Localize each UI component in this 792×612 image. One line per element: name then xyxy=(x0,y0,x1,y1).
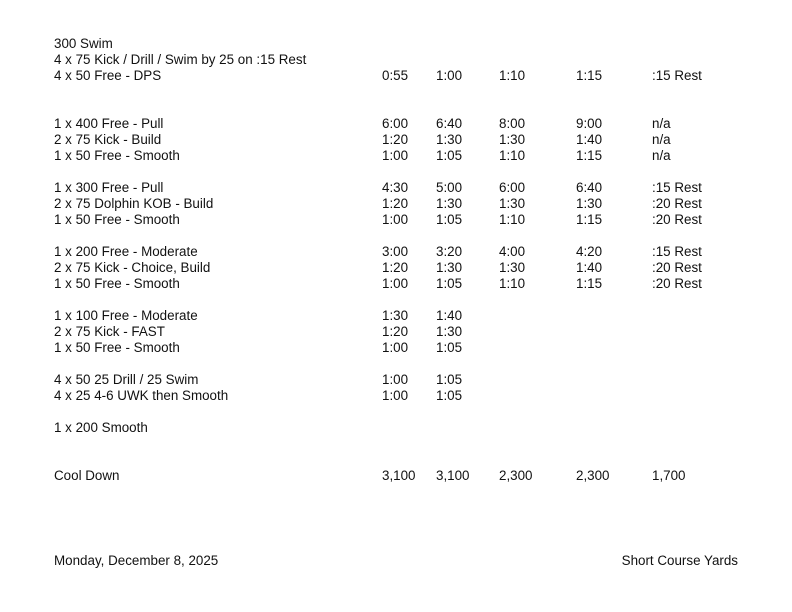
rest-note: :15 Rest xyxy=(652,68,702,83)
interval-lane-2: 1:05 xyxy=(436,388,463,403)
workout-row xyxy=(0,308,792,324)
workout-row xyxy=(0,372,792,388)
interval-lane-1: 4:30 xyxy=(382,180,409,195)
interval-lane-2: 1:30 xyxy=(436,324,463,339)
workout-row xyxy=(0,36,792,52)
rest-note: :15 Rest xyxy=(652,180,702,195)
interval-lane-3: 1:30 xyxy=(499,132,526,147)
workout-row xyxy=(0,276,792,292)
set-description: 4 x 75 Kick / Drill / Swim by 25 on :15 Rest xyxy=(54,52,307,67)
interval-lane-3: 1:30 xyxy=(499,196,526,211)
interval-lane-1: 1:20 xyxy=(382,260,409,275)
workout-row xyxy=(0,52,792,68)
workout-row xyxy=(0,180,792,196)
interval-lane-2: 1:05 xyxy=(436,148,463,163)
workout-row xyxy=(0,148,792,164)
set-description: 4 x 50 25 Drill / 25 Swim xyxy=(54,372,199,387)
total-yards-lane-5: 1,700 xyxy=(652,468,686,483)
interval-lane-3: 1:10 xyxy=(499,276,526,291)
rest-note: :20 Rest xyxy=(652,196,702,211)
workout-row xyxy=(0,196,792,212)
total-yards-lane-2: 3,100 xyxy=(436,468,470,483)
interval-lane-4: 1:15 xyxy=(576,68,603,83)
interval-lane-1: 1:30 xyxy=(382,308,409,323)
interval-lane-1: 1:20 xyxy=(382,196,409,211)
workout-row xyxy=(0,388,792,404)
interval-lane-1: 1:00 xyxy=(382,212,409,227)
workout-row xyxy=(0,324,792,340)
interval-lane-4: 6:40 xyxy=(576,180,603,195)
set-description: 300 Swim xyxy=(54,36,113,51)
workout-row xyxy=(0,68,792,84)
interval-lane-2: 6:40 xyxy=(436,116,463,131)
workout-row xyxy=(0,340,792,356)
interval-lane-3: 8:00 xyxy=(499,116,526,131)
interval-lane-2: 1:05 xyxy=(436,276,463,291)
rest-note: :20 Rest xyxy=(652,260,702,275)
interval-lane-3: 1:10 xyxy=(499,212,526,227)
interval-lane-2: 3:20 xyxy=(436,244,463,259)
interval-lane-2: 1:00 xyxy=(436,68,463,83)
workout-row xyxy=(0,116,792,132)
interval-lane-2: 1:30 xyxy=(436,132,463,147)
workout-row xyxy=(0,420,792,436)
total-yards-lane-4: 2,300 xyxy=(576,468,610,483)
interval-lane-3: 1:10 xyxy=(499,148,526,163)
interval-lane-1: 6:00 xyxy=(382,116,409,131)
set-description: 1 x 50 Free - Smooth xyxy=(54,276,180,291)
set-description: 1 x 100 Free - Moderate xyxy=(54,308,198,323)
set-description: 2 x 75 Kick - FAST xyxy=(54,324,165,339)
interval-lane-2: 1:30 xyxy=(436,196,463,211)
interval-lane-1: 1:20 xyxy=(382,324,409,339)
rest-note: :20 Rest xyxy=(652,276,702,291)
cool-down-label: Cool Down xyxy=(54,468,120,483)
interval-lane-4: 4:20 xyxy=(576,244,603,259)
course-type: Short Course Yards xyxy=(621,553,738,568)
interval-lane-2: 1:05 xyxy=(436,340,463,355)
interval-lane-3: 1:30 xyxy=(499,260,526,275)
workout-row xyxy=(0,260,792,276)
interval-lane-4: 1:15 xyxy=(576,212,603,227)
rest-note: :15 Rest xyxy=(652,244,702,259)
set-description: 1 x 50 Free - Smooth xyxy=(54,340,180,355)
interval-lane-1: 1:00 xyxy=(382,388,409,403)
interval-lane-3: 4:00 xyxy=(499,244,526,259)
interval-lane-1: 0:55 xyxy=(382,68,409,83)
set-description: 1 x 300 Free - Pull xyxy=(54,180,164,195)
interval-lane-2: 1:05 xyxy=(436,372,463,387)
rest-note: :20 Rest xyxy=(652,212,702,227)
interval-lane-1: 1:00 xyxy=(382,340,409,355)
interval-lane-3: 6:00 xyxy=(499,180,526,195)
set-description: 4 x 25 4-6 UWK then Smooth xyxy=(54,388,229,403)
set-description: 2 x 75 Kick - Choice, Build xyxy=(54,260,211,275)
interval-lane-2: 1:40 xyxy=(436,308,463,323)
set-description: 2 x 75 Dolphin KOB - Build xyxy=(54,196,214,211)
interval-lane-4: 1:40 xyxy=(576,260,603,275)
total-yards-lane-1: 3,100 xyxy=(382,468,416,483)
interval-lane-4: 1:15 xyxy=(576,148,603,163)
workout-date: Monday, December 8, 2025 xyxy=(54,553,219,568)
workout-row xyxy=(0,244,792,260)
set-description: 1 x 200 Free - Moderate xyxy=(54,244,198,259)
set-description: 1 x 50 Free - Smooth xyxy=(54,148,180,163)
interval-lane-4: 1:30 xyxy=(576,196,603,211)
interval-lane-4: 1:40 xyxy=(576,132,603,147)
interval-lane-2: 1:05 xyxy=(436,212,463,227)
interval-lane-2: 1:30 xyxy=(436,260,463,275)
interval-lane-1: 1:20 xyxy=(382,132,409,147)
totals-row xyxy=(0,468,792,484)
set-description: 1 x 400 Free - Pull xyxy=(54,116,164,131)
workout-row xyxy=(0,132,792,148)
total-yards-lane-3: 2,300 xyxy=(499,468,533,483)
interval-lane-1: 3:00 xyxy=(382,244,409,259)
interval-lane-4: 9:00 xyxy=(576,116,603,131)
interval-lane-2: 5:00 xyxy=(436,180,463,195)
workout-row xyxy=(0,212,792,228)
rest-note: n/a xyxy=(652,116,671,131)
interval-lane-4: 1:15 xyxy=(576,276,603,291)
set-description: 1 x 200 Smooth xyxy=(54,420,148,435)
rest-note: n/a xyxy=(652,132,671,147)
interval-lane-3: 1:10 xyxy=(499,68,526,83)
rest-note: n/a xyxy=(652,148,671,163)
interval-lane-1: 1:00 xyxy=(382,148,409,163)
set-description: 4 x 50 Free - DPS xyxy=(54,68,162,83)
set-description: 2 x 75 Kick - Build xyxy=(54,132,162,147)
interval-lane-1: 1:00 xyxy=(382,372,409,387)
interval-lane-1: 1:00 xyxy=(382,276,409,291)
set-description: 1 x 50 Free - Smooth xyxy=(54,212,180,227)
